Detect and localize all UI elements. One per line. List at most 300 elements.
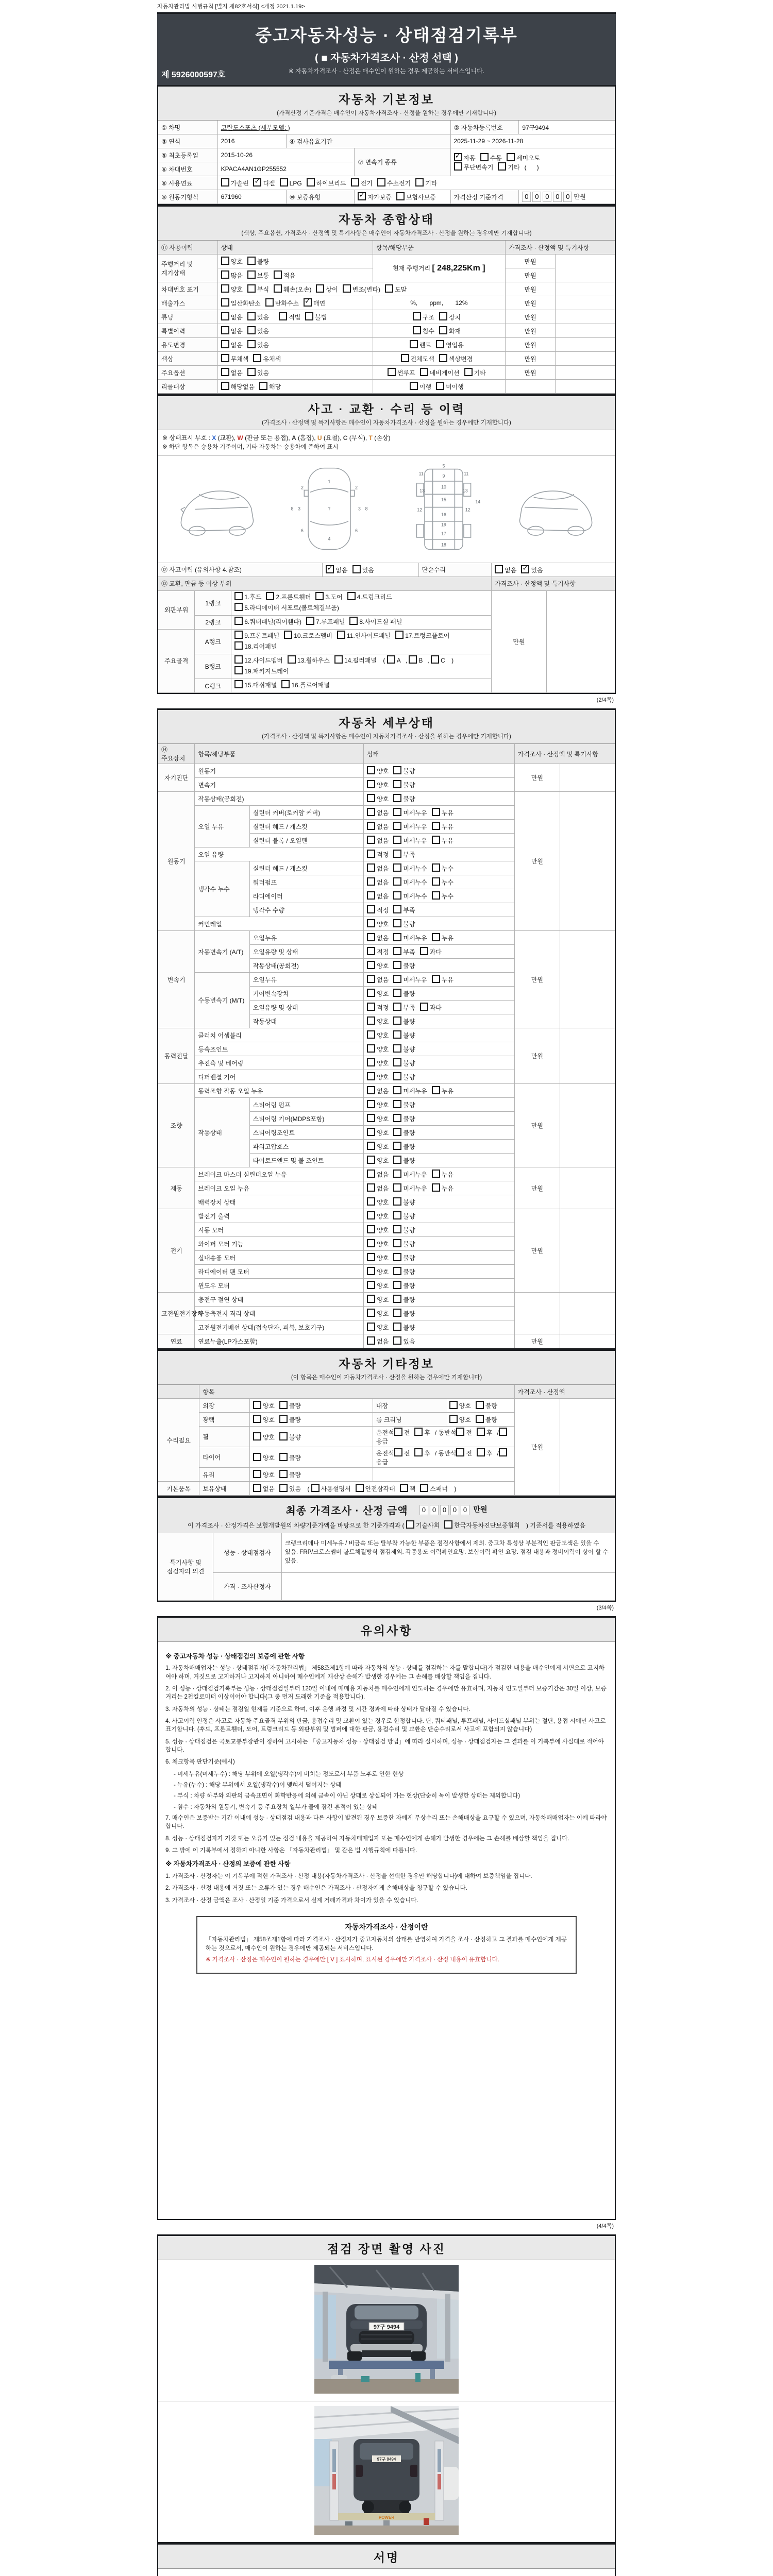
- checkbox[interactable]: [393, 1003, 401, 1011]
- static-text: X: [212, 434, 216, 442]
- usage-row-label: 색상: [158, 352, 217, 366]
- checkbox-label: 불량: [403, 1199, 415, 1207]
- checkbox[interactable]: [356, 1484, 364, 1492]
- checkbox[interactable]: [253, 1453, 261, 1461]
- checkbox[interactable]: [393, 905, 401, 913]
- checkbox[interactable]: [281, 680, 290, 688]
- checkbox-label: 도말: [394, 286, 407, 293]
- checkbox[interactable]: [352, 565, 361, 573]
- note-cell: [560, 1334, 615, 1348]
- checkbox[interactable]: [221, 340, 229, 348]
- checkbox[interactable]: [415, 178, 424, 187]
- checkbox[interactable]: [409, 655, 417, 664]
- checkbox[interactable]: [420, 368, 428, 376]
- checkbox[interactable]: [477, 1428, 485, 1436]
- checkbox[interactable]: [432, 975, 440, 983]
- checkbox[interactable]: [367, 1156, 375, 1164]
- checkbox[interactable]: [279, 1401, 288, 1409]
- checkbox[interactable]: [253, 1432, 261, 1440]
- checkbox[interactable]: [406, 1520, 414, 1529]
- final-price-label: 최종 가격조사 · 산정 금액: [285, 1505, 408, 1517]
- checkbox[interactable]: [284, 631, 292, 639]
- checkbox[interactable]: [247, 257, 256, 265]
- final-price-section: [157, 1497, 616, 1602]
- checkbox[interactable]: [480, 153, 489, 161]
- checkbox[interactable]: [420, 947, 428, 955]
- checkbox[interactable]: [221, 312, 229, 320]
- diagram-part-number: 1: [328, 479, 331, 484]
- checkbox[interactable]: [234, 655, 243, 664]
- checkbox[interactable]: [279, 1415, 288, 1423]
- checkbox[interactable]: [367, 1016, 375, 1025]
- notice-paragraph: 8. 성능 · 상태점검자가 거짓 또는 오류가 있는 점검 내용을 제공하여 자동차매매업자 또는 매수인에게 손해가 발생한 경우에는 그 손해를 배상할 책임을 집니다.: [165, 1835, 569, 1842]
- checkbox[interactable]: [367, 766, 375, 774]
- checkbox[interactable]: [349, 617, 358, 625]
- checkbox[interactable]: [367, 1030, 375, 1039]
- checkbox[interactable]: [393, 933, 401, 941]
- price-cell: 만원: [505, 268, 555, 282]
- checkbox[interactable]: [337, 631, 345, 639]
- checkbox[interactable]: [432, 877, 440, 886]
- checkbox[interactable]: [234, 680, 243, 688]
- checkbox[interactable]: [221, 368, 229, 376]
- checkbox-checked[interactable]: [253, 178, 261, 187]
- checkbox[interactable]: [432, 808, 440, 816]
- checkbox[interactable]: [367, 1267, 375, 1275]
- checkbox[interactable]: [393, 1336, 401, 1345]
- checkbox[interactable]: [464, 368, 473, 376]
- item-label: 작동상태: [249, 1014, 364, 1028]
- checkbox[interactable]: [351, 178, 359, 187]
- checkbox-label: 양호: [377, 1241, 389, 1248]
- checkbox[interactable]: [367, 1211, 375, 1219]
- static-text: 이 가격조사 · 산정가격은 보험개발원의 차량기준가액을 바탕으로 한 기준가격과 (: [187, 1522, 406, 1530]
- checkbox[interactable]: [367, 1044, 375, 1053]
- checkbox[interactable]: [420, 1484, 428, 1492]
- checkbox[interactable]: [221, 298, 229, 307]
- checkbox[interactable]: [393, 1016, 401, 1025]
- checkbox[interactable]: [393, 1239, 401, 1247]
- section-title: 점검 장면 촬영 사진: [327, 2242, 446, 2256]
- checkbox[interactable]: [393, 947, 401, 955]
- checkbox[interactable]: [234, 603, 243, 611]
- checkbox[interactable]: [279, 1484, 288, 1492]
- checkbox[interactable]: [393, 1128, 401, 1136]
- state-options: [364, 1320, 514, 1334]
- checkbox[interactable]: [393, 919, 401, 927]
- checkbox[interactable]: [334, 655, 343, 664]
- checkbox[interactable]: [414, 1448, 423, 1456]
- diagram-part-number: 19: [441, 522, 446, 528]
- document-number: 제 5926000597호: [161, 71, 226, 79]
- checkbox-label: 전: [466, 1429, 472, 1437]
- checkbox[interactable]: [432, 1183, 440, 1192]
- usage-row-label: 배출가스: [158, 296, 217, 310]
- checkbox[interactable]: [247, 340, 256, 348]
- checkbox[interactable]: [347, 592, 356, 600]
- state-options: [249, 1399, 373, 1413]
- checkbox[interactable]: [393, 1170, 401, 1178]
- checkbox[interactable]: [307, 178, 315, 187]
- other-band: [158, 1351, 615, 1385]
- checkbox[interactable]: [367, 877, 375, 886]
- photo-band: [158, 2236, 615, 2260]
- checkbox[interactable]: [253, 1401, 261, 1409]
- checkbox[interactable]: [410, 340, 418, 348]
- checkbox[interactable]: [393, 1211, 401, 1219]
- checkbox[interactable]: [388, 368, 396, 376]
- checkbox[interactable]: [420, 1003, 428, 1011]
- state-options: [364, 1014, 514, 1028]
- checkbox[interactable]: [221, 382, 229, 390]
- other-header-empty: [158, 1385, 199, 1399]
- checkbox[interactable]: [393, 808, 401, 816]
- checkbox[interactable]: [367, 1281, 375, 1289]
- checkbox[interactable]: [432, 836, 440, 844]
- checkbox-label: 불량: [289, 1471, 301, 1479]
- state-code-legend: [158, 430, 615, 456]
- checkbox[interactable]: [367, 1336, 375, 1345]
- checkbox[interactable]: [432, 863, 440, 872]
- checkbox[interactable]: [393, 1323, 401, 1331]
- checkbox[interactable]: [311, 1484, 320, 1492]
- notice-paragraph: ※ 중고자동차 성능 · 상태점검의 보증에 관한 사항: [165, 1652, 305, 1660]
- checkbox[interactable]: [414, 1428, 423, 1436]
- checkbox[interactable]: [234, 617, 243, 625]
- checkbox[interactable]: [274, 270, 282, 279]
- checkbox[interactable]: [343, 284, 351, 293]
- checkbox[interactable]: [367, 961, 375, 969]
- checkbox[interactable]: [377, 178, 385, 187]
- checkbox[interactable]: [432, 822, 440, 830]
- checkbox[interactable]: [393, 1058, 401, 1066]
- checkbox[interactable]: [288, 655, 296, 664]
- checkbox-label: 미세누유: [403, 837, 427, 845]
- checkbox[interactable]: [253, 354, 261, 362]
- checkbox[interactable]: [367, 1058, 375, 1066]
- checkbox[interactable]: [367, 1003, 375, 1011]
- checkbox-label: 침수: [422, 328, 434, 335]
- checkbox[interactable]: [394, 1448, 402, 1456]
- checkbox[interactable]: [367, 1072, 375, 1080]
- checkbox[interactable]: [393, 1044, 401, 1053]
- checkbox[interactable]: [393, 1100, 401, 1108]
- price-cell: 만원: [505, 324, 555, 338]
- checkbox[interactable]: [456, 1428, 464, 1436]
- field-label-engine-type: ⑨ 원동기형식: [158, 190, 217, 204]
- state-options: [217, 366, 373, 380]
- checkbox[interactable]: [367, 1197, 375, 1206]
- checkbox[interactable]: [367, 863, 375, 872]
- checkbox[interactable]: [387, 655, 395, 664]
- checkbox[interactable]: [393, 1114, 401, 1122]
- checkbox[interactable]: [431, 655, 439, 664]
- checkbox[interactable]: [393, 1086, 401, 1094]
- checkbox[interactable]: [393, 766, 401, 774]
- field-label-vin: ⑥ 차대번호: [158, 162, 217, 176]
- checkbox[interactable]: [367, 794, 375, 802]
- checkbox[interactable]: [413, 312, 421, 320]
- page-marker-3: (3/4쪽): [596, 1604, 614, 1611]
- checkbox[interactable]: [247, 270, 256, 279]
- checkbox[interactable]: [393, 1267, 401, 1275]
- checkbox[interactable]: [247, 284, 256, 293]
- checkbox[interactable]: [279, 1453, 288, 1461]
- checkbox[interactable]: [439, 326, 447, 334]
- checkbox[interactable]: [393, 1225, 401, 1233]
- checkbox[interactable]: [367, 947, 375, 955]
- checkbox[interactable]: [259, 382, 267, 390]
- checkbox[interactable]: [393, 975, 401, 983]
- note-cell: [556, 380, 615, 394]
- checkbox[interactable]: [221, 270, 229, 279]
- checkbox-label: 없음: [230, 314, 243, 321]
- checkbox[interactable]: [507, 153, 515, 161]
- checkbox[interactable]: [432, 891, 440, 900]
- checkbox[interactable]: [449, 1415, 458, 1423]
- checkbox-checked[interactable]: [454, 153, 462, 161]
- checkbox[interactable]: [393, 877, 401, 886]
- checkbox[interactable]: [367, 780, 375, 788]
- checkbox[interactable]: [367, 1100, 375, 1108]
- checkbox[interactable]: [367, 1128, 375, 1136]
- checkbox[interactable]: [247, 368, 256, 376]
- checkbox[interactable]: [279, 1470, 288, 1478]
- checkbox[interactable]: [367, 989, 375, 997]
- checkbox-checked[interactable]: [326, 565, 334, 573]
- checkbox[interactable]: [367, 1114, 375, 1122]
- checkbox[interactable]: [476, 1415, 484, 1423]
- checkbox[interactable]: [367, 1086, 375, 1094]
- checkbox-checked[interactable]: [304, 298, 312, 307]
- checkbox[interactable]: [432, 1086, 440, 1094]
- checkbox-label: 부식: [257, 286, 270, 293]
- checkbox-label: 불량: [403, 1018, 415, 1026]
- checkbox[interactable]: [221, 257, 229, 265]
- checkbox[interactable]: [315, 592, 324, 600]
- checkbox[interactable]: [477, 1448, 485, 1456]
- checkbox-label: 불법: [315, 314, 327, 321]
- checkbox-label: 누수: [441, 879, 453, 887]
- checkbox[interactable]: [367, 1170, 375, 1178]
- checkbox[interactable]: [499, 1448, 507, 1456]
- checkbox[interactable]: [367, 1309, 375, 1317]
- checkbox-label: 6.쿼터패널(리어휀다): [244, 618, 301, 625]
- checkbox-label: 불량: [485, 1416, 498, 1424]
- checkbox[interactable]: [393, 1197, 401, 1206]
- state-options: [364, 1167, 514, 1181]
- checkbox[interactable]: [221, 354, 229, 362]
- notice-paragraph: ※ 자동차가격조사 · 산정의 보증에 관한 사항: [165, 1860, 291, 1868]
- checkbox[interactable]: [444, 1520, 452, 1529]
- checkbox[interactable]: [395, 631, 404, 639]
- checkbox-label: 양호: [377, 1255, 389, 1262]
- checkbox-checked[interactable]: [521, 565, 529, 573]
- checkbox[interactable]: [393, 1309, 401, 1317]
- price-digit: 0: [553, 192, 562, 202]
- checkbox-label: 14.필러패널: [344, 656, 377, 664]
- checkbox[interactable]: [367, 836, 375, 844]
- checkbox[interactable]: [498, 162, 506, 171]
- checkbox[interactable]: [499, 1428, 507, 1436]
- checkbox[interactable]: [367, 1239, 375, 1247]
- checkbox[interactable]: [439, 354, 447, 362]
- basic-items-group-label: 기본품목: [158, 1482, 199, 1496]
- checkbox[interactable]: [234, 592, 243, 600]
- checkbox[interactable]: [393, 1030, 401, 1039]
- checkbox[interactable]: [367, 1253, 375, 1261]
- checkbox[interactable]: [393, 836, 401, 844]
- checkbox-label: 미세누유: [403, 935, 427, 942]
- checkbox[interactable]: [436, 382, 444, 390]
- checkbox-label: 양호: [377, 1282, 389, 1290]
- checkbox[interactable]: [393, 850, 401, 858]
- checkbox[interactable]: [393, 1183, 401, 1192]
- checkbox[interactable]: [234, 641, 243, 650]
- state-options: [364, 1181, 514, 1195]
- checkbox[interactable]: [393, 1142, 401, 1150]
- checkbox-label: 양호: [262, 1416, 275, 1424]
- checkbox-label: 불량: [403, 1227, 415, 1234]
- checkbox[interactable]: [253, 1470, 261, 1478]
- checkbox-label: 16.플로어패널: [291, 682, 330, 689]
- checkbox[interactable]: [367, 850, 375, 858]
- item-label: 오일유량 및 상태: [249, 945, 364, 959]
- checkbox[interactable]: [367, 905, 375, 913]
- field-value-inspection-period: 2025-11-29 ~ 2026-11-28: [450, 134, 615, 148]
- checkbox[interactable]: [393, 1281, 401, 1289]
- checkbox[interactable]: [367, 1183, 375, 1192]
- checkbox[interactable]: [279, 312, 287, 320]
- checkbox[interactable]: [476, 1401, 484, 1409]
- checkbox[interactable]: [280, 178, 288, 187]
- checkbox[interactable]: [456, 1448, 464, 1456]
- checkbox[interactable]: [367, 975, 375, 983]
- checkbox[interactable]: [221, 178, 229, 187]
- mileage-cell: [373, 255, 505, 282]
- checkbox[interactable]: [393, 1295, 401, 1303]
- checkbox[interactable]: [394, 1428, 402, 1436]
- checkbox[interactable]: [221, 284, 229, 293]
- checkbox[interactable]: [413, 326, 421, 334]
- photo-front-illustration: [314, 2265, 459, 2394]
- field-label-warranty-type: ⑩ 보증유형: [286, 190, 355, 204]
- static-text: C: [343, 434, 348, 442]
- detail-state-table: [158, 744, 615, 1348]
- state-options: [364, 1223, 514, 1237]
- checkbox-label: 탄화수소: [275, 300, 299, 307]
- price-cell: 만원: [514, 1209, 560, 1293]
- checkbox-label: 양호: [377, 1046, 389, 1054]
- checkbox-label: 없음: [335, 566, 348, 574]
- checkbox[interactable]: [454, 162, 462, 171]
- checkbox[interactable]: [393, 1156, 401, 1164]
- checkbox[interactable]: [367, 933, 375, 941]
- checkbox[interactable]: [253, 1415, 261, 1423]
- checkbox-label: 없음: [377, 1338, 389, 1346]
- diagram-part-number: 3: [298, 505, 301, 511]
- checkbox[interactable]: [306, 617, 314, 625]
- checkbox[interactable]: [385, 284, 393, 293]
- checkbox[interactable]: [305, 312, 313, 320]
- checkbox[interactable]: [234, 631, 243, 639]
- checkbox-label: 없음: [505, 566, 517, 574]
- checkbox[interactable]: [367, 1225, 375, 1233]
- checkbox[interactable]: [266, 592, 274, 600]
- checkbox[interactable]: [221, 326, 229, 334]
- checkbox-checked[interactable]: [358, 192, 366, 200]
- checkbox[interactable]: [279, 1432, 288, 1440]
- price-cell: 만원: [505, 366, 555, 380]
- checkbox[interactable]: [367, 919, 375, 927]
- final-price-band: [158, 1498, 615, 1533]
- checkbox[interactable]: [367, 822, 375, 830]
- checkbox[interactable]: [400, 1484, 408, 1492]
- checkbox[interactable]: [247, 326, 256, 334]
- checkbox[interactable]: [234, 666, 243, 674]
- checkbox[interactable]: [316, 284, 324, 293]
- checkbox[interactable]: [439, 312, 447, 320]
- state-options: [217, 255, 373, 268]
- checkbox[interactable]: [436, 340, 444, 348]
- price-cell: 만원: [505, 255, 555, 268]
- checkbox[interactable]: [367, 891, 375, 900]
- checkbox[interactable]: [247, 312, 256, 320]
- note-cell: [556, 366, 615, 380]
- checkbox[interactable]: [393, 1072, 401, 1080]
- checkbox[interactable]: [367, 1142, 375, 1150]
- checkbox[interactable]: [274, 284, 282, 293]
- checkbox-label: 렌트: [419, 342, 432, 349]
- checkbox[interactable]: [393, 961, 401, 969]
- notice-paragraph: 1. 가격조사 · 산정자는 이 기록부에 적힌 가격조사 · 산정 내용(자동차가격조사 · 산정을 선택한 경우만 해당합니다)에 대하여 보증책임을 집니다.: [165, 1873, 532, 1879]
- checkbox[interactable]: [432, 1170, 440, 1178]
- checkbox[interactable]: [367, 1295, 375, 1303]
- signature-body: [158, 2569, 615, 2576]
- checkbox-label: 불량: [403, 990, 415, 998]
- checkbox[interactable]: [393, 780, 401, 788]
- checkbox[interactable]: [393, 989, 401, 997]
- checkbox[interactable]: [367, 808, 375, 816]
- checkbox-label: 불량: [289, 1416, 301, 1424]
- checkbox[interactable]: [393, 1253, 401, 1261]
- checkbox[interactable]: [432, 933, 440, 941]
- item-label: 오일유량 및 상태: [249, 1001, 364, 1014]
- checkbox[interactable]: [393, 863, 401, 872]
- checkbox[interactable]: [367, 1323, 375, 1331]
- checkbox[interactable]: [253, 1484, 261, 1492]
- checkbox-label: 전: [404, 1450, 410, 1458]
- checkbox[interactable]: [265, 298, 274, 307]
- checkbox[interactable]: [401, 354, 409, 362]
- state-options: [364, 764, 514, 778]
- checkbox-label: 있음: [257, 314, 270, 321]
- diagram-part-number: 11: [464, 470, 469, 476]
- diagram-part-number: 8: [291, 505, 294, 511]
- checkbox[interactable]: [396, 192, 405, 200]
- checkbox[interactable]: [393, 891, 401, 900]
- checkbox[interactable]: [393, 794, 401, 802]
- checkbox[interactable]: [449, 1401, 458, 1409]
- state-options: [217, 352, 373, 366]
- checkbox-label: 후: [486, 1450, 493, 1458]
- checkbox-label: 부족: [403, 948, 415, 956]
- checkbox[interactable]: [410, 382, 418, 390]
- checkbox[interactable]: [393, 822, 401, 830]
- device-group-label: 제동: [158, 1167, 195, 1209]
- checkbox-label: LPG: [289, 180, 302, 187]
- checkbox[interactable]: [495, 565, 503, 573]
